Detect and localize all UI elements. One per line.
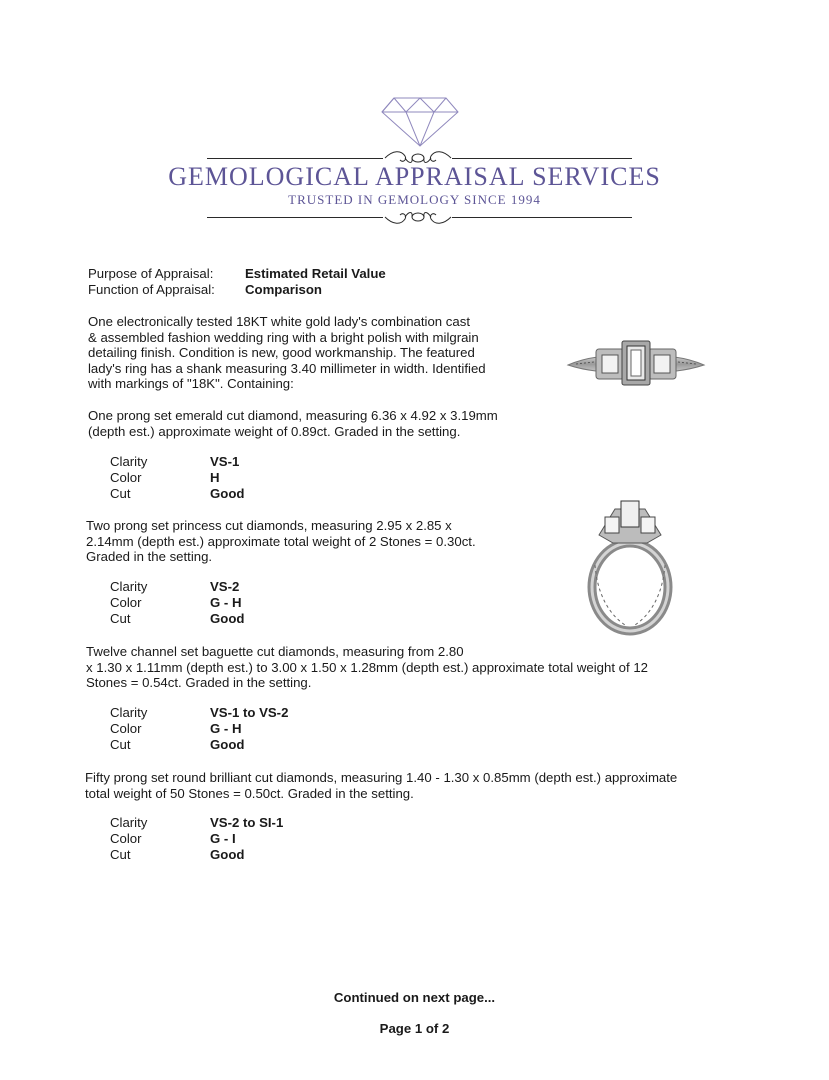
ring-front-view-image (566, 335, 706, 391)
grade-value: Good (210, 737, 245, 752)
header-rule-bottom (452, 217, 632, 218)
stone-description: One prong set emerald cut diamond, measuring 6.36 x 4.92 x 3.19mm (depth est.) approximate weight of 0.89ct. Graded in the setting. (88, 408, 498, 439)
header-rule-bottom (207, 217, 383, 218)
item-description: One electronically tested 18KT white gold lady's combination cast & assembled fashion wedding ring with a bright polish with milgrain detailing finish. Condition is new, good workmanship. The featured lady's ring has a shank measuring 3.40 millimeter in width. Identified with markings of "18K". Containing: (88, 314, 486, 391)
grade-label: Clarity (110, 705, 148, 720)
scroll-ornament-icon (383, 207, 453, 227)
grade-label: Clarity (110, 579, 148, 594)
grade-value: G - H (210, 721, 242, 736)
stone-description: Fifty prong set round brilliant cut diamonds, measuring 1.40 - 1.30 x 0.85mm (depth est.) approximate total weight of 50 Stones = 0.50ct. Graded in the setting. (85, 770, 678, 801)
stone-description: Two prong set princess cut diamonds, measuring 2.95 x 2.85 x 2.14mm (depth est.) approximate total weight of 2 Stones = 0.30ct. Graded in the setting. (86, 518, 476, 564)
function-value: Comparison (245, 282, 322, 297)
header-rule-top (207, 158, 383, 159)
grade-label: Color (110, 831, 142, 846)
grade-value: Good (210, 847, 245, 862)
page-number: Page 1 of 2 (379, 1021, 450, 1036)
grade-label: Clarity (110, 454, 148, 469)
company-tagline: TRUSTED IN GEMOLOGY SINCE 1994 (288, 192, 541, 207)
grade-value: G - H (210, 595, 242, 610)
header-rule-top (452, 158, 632, 159)
grade-value: VS-1 (210, 454, 240, 469)
diamond-icon (380, 96, 460, 148)
grade-value: Good (210, 611, 245, 626)
grade-label: Cut (110, 611, 131, 626)
grade-value: Good (210, 486, 245, 501)
grade-label: Cut (110, 847, 131, 862)
grade-label: Color (110, 721, 142, 736)
company-name: GEMOLOGICAL APPRAISAL SERVICES (168, 162, 661, 191)
purpose-value: Estimated Retail Value (245, 266, 386, 281)
grade-value: G - I (210, 831, 236, 846)
grade-label: Color (110, 470, 142, 485)
ring-side-view-image (585, 495, 675, 637)
function-label: Function of Appraisal: (88, 282, 215, 297)
purpose-label: Purpose of Appraisal: (88, 266, 214, 281)
continued-note: Continued on next page... (333, 990, 496, 1005)
grade-label: Cut (110, 737, 131, 752)
stone-description: Twelve channel set baguette cut diamonds, measuring from 2.80 x 1.30 x 1.11mm (depth est.) to 3.00 x 1.50 x 1.28mm (depth est.) approximate total weight of 12 Stones = 0.54ct. Graded in the setting. (86, 644, 648, 690)
grade-label: Clarity (110, 815, 148, 830)
grade-value: VS-1 to VS-2 (210, 705, 289, 720)
grade-label: Color (110, 595, 142, 610)
grade-value: VS-2 to SI-1 (210, 815, 284, 830)
grade-label: Cut (110, 486, 131, 501)
grade-value: VS-2 (210, 579, 240, 594)
grade-value: H (210, 470, 220, 485)
